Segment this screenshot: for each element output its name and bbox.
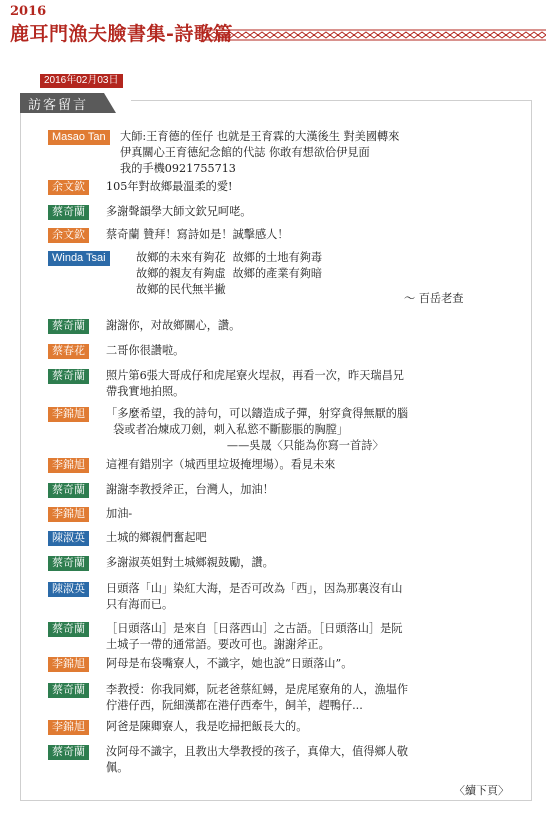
commenter-name[interactable]: 余文欽 bbox=[48, 228, 89, 243]
comment-text: 多謝淑英姐對土城鄉親鼓勵，讚。 bbox=[106, 556, 274, 569]
comment-text: 「多麼希望，我的詩句，可以鑄造成子彈，射穿貪得無厭的腦 袋或者冶煉成刀劍，刺入私慾不斷膨脹的胸膛」 ——吳晟〈只能為你寫一首詩〉 bbox=[106, 407, 409, 452]
frame-top-border bbox=[131, 100, 531, 101]
section-label: 訪客留言 bbox=[28, 97, 89, 112]
commenter-name[interactable]: 李錦旭 bbox=[48, 407, 89, 422]
commenter-name[interactable]: 李錦旭 bbox=[48, 458, 89, 473]
header-year: 2016 bbox=[10, 4, 47, 19]
commenter-name[interactable]: 蔡奇蘭 bbox=[48, 556, 89, 571]
comment-text: 故鄉的未來有夠花 故鄉的土地有夠毒 故鄉的親友有夠虛 故鄉的產業有夠暗 故鄉的民代無半撇 bbox=[136, 251, 323, 296]
commenter-name[interactable]: 蔡奇蘭 bbox=[48, 319, 89, 334]
commenter-name[interactable]: 李錦旭 bbox=[48, 657, 89, 672]
commenter-name[interactable]: 蔡春花 bbox=[48, 344, 89, 359]
page-title: 鹿耳門漁夫臉書集-詩歌篇 bbox=[10, 23, 233, 45]
continue-next-page: 〈續下頁〉 bbox=[454, 784, 509, 797]
commenter-name[interactable]: 蔡奇蘭 bbox=[48, 483, 89, 498]
commenter-name[interactable]: 蔡奇蘭 bbox=[48, 205, 89, 220]
comment-signature: ～ 百岳老查 bbox=[404, 292, 464, 305]
commenter-name[interactable]: 蔡奇蘭 bbox=[48, 369, 89, 384]
date-badge: 2016年02月03日 bbox=[40, 74, 123, 88]
comment-text: 阿爸是陳卿寮人，我是吃掃把飯長大的。 bbox=[106, 720, 308, 733]
decorative-border bbox=[202, 28, 546, 42]
commenter-name[interactable]: 蔡奇蘭 bbox=[48, 745, 89, 760]
comment-text: 日頭落「山」染紅大海，是否可改為「西」，因為那裏沒有山 只有海而已。 bbox=[106, 582, 403, 611]
comment-text: 加油- bbox=[106, 507, 133, 520]
commenter-name[interactable]: 李錦旭 bbox=[48, 507, 89, 522]
commenter-name[interactable]: 蔡奇蘭 bbox=[48, 622, 89, 637]
commenter-name[interactable]: 李錦旭 bbox=[48, 720, 89, 735]
commenter-name[interactable]: Winda Tsai bbox=[48, 251, 110, 266]
comment-text: 汝阿母不識字，且教出大學教授的孩子，真偉大，值得鄉人敬 佩。 bbox=[106, 745, 409, 774]
commenter-name[interactable]: 蔡奇蘭 bbox=[48, 683, 89, 698]
page-header bbox=[6, 4, 546, 48]
comment-text: 謝謝你，对故鄉關心，讚。 bbox=[106, 319, 241, 332]
commenter-name[interactable]: 余文欽 bbox=[48, 180, 89, 195]
commenter-name[interactable]: Masao Tan bbox=[48, 130, 110, 145]
comment-text: 李教授：你我同鄉，阮老爸蔡紅蟳，是虎尾寮角的人，漁塭作 佇港仔西，阮細漢都在港仔西牽牛，飼羊，趕鴨仔... bbox=[106, 683, 409, 712]
commenter-name[interactable]: 陳淑英 bbox=[48, 582, 89, 597]
comment-text: 多謝聲韻學大師文欽兄呵咾。 bbox=[106, 205, 252, 218]
comment-text: 大師:王育德的侄仔 也就是王育霖的大漢後生 對美國轉來 伊真關心王育德紀念館的代誌 你敢有想欲佮伊見面 我的手機0921755713 bbox=[120, 130, 400, 175]
commenter-name[interactable]: 陳淑英 bbox=[48, 531, 89, 546]
comment-text: 阿母是布袋嘴寮人，不識字，她也說“日頭落山”。 bbox=[106, 657, 353, 670]
comment-text: 照片第6張大哥成仔和虎尾寮火埕叔，再看一次，昨天瑞昌兄 帶我實地拍照。 bbox=[106, 369, 404, 398]
comment-text: 二哥你很讚啦。 bbox=[106, 344, 185, 357]
comment-text: ［日頭落山］是來自［日落西山］之古語。［日頭落山］是阮 土城子一帶的通常語。要改可也。謝謝斧正。 bbox=[106, 622, 403, 651]
comment-text: 蔡奇蘭 贊拜！寫詩如是！誠擊感人！ bbox=[106, 228, 289, 241]
comment-text: 105年對故鄉最溫柔的愛! bbox=[106, 180, 233, 193]
comment-text: 謝謝李教授斧正，台灣人，加油！ bbox=[106, 483, 274, 496]
comment-text: 土城的鄉親們奮起吧 bbox=[106, 531, 207, 544]
comment-text: 這裡有錯別字（城西里垃圾掩埋場）。看見未來 bbox=[106, 458, 336, 471]
